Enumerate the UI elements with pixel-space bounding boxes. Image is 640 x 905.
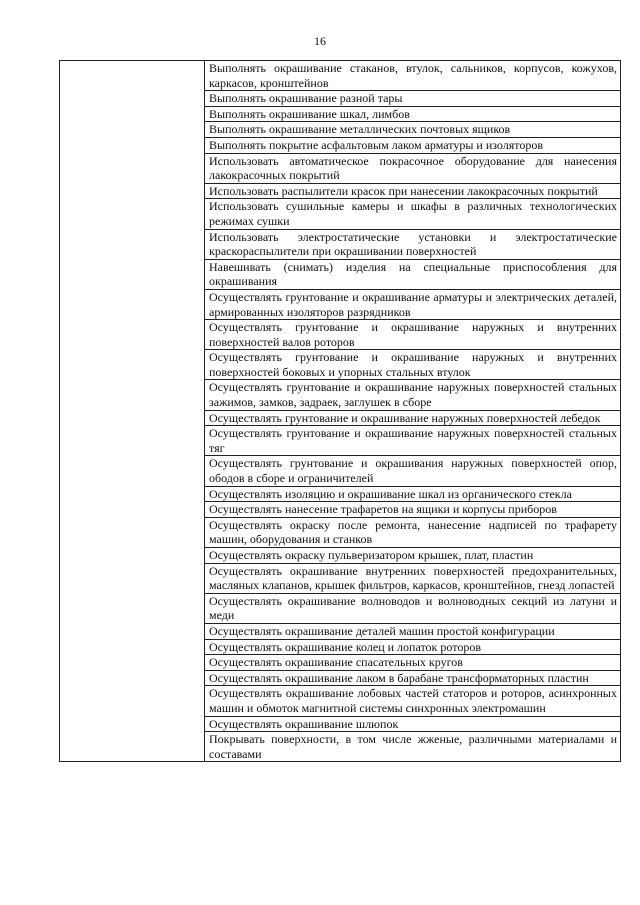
skill-cell [205, 410, 621, 426]
skill-cell [205, 623, 621, 639]
skill-cell [205, 502, 621, 518]
skill-cell [205, 593, 621, 623]
skill-text: Использовать автоматическое покрасочное оборудование для нанесения лакокрасочных покрытий [209, 153, 617, 183]
skill-cell [205, 61, 621, 91]
skill-text: Осуществлять грунтование и окрашивание наружных поверхностей стальных тяг [209, 426, 617, 455]
skill-text: Осуществлять грунтование и окрашивание наружных и внутренних поверхностей боковых и упорных стальных втулок [209, 350, 617, 379]
skill-text: Выполнять окрашивание шкал, лимбов [209, 106, 410, 121]
skill-text: Осуществлять нанесение трафаретов на ящики и корпусы приборов [209, 502, 557, 517]
skills-table [59, 60, 621, 762]
skill-cell [205, 655, 621, 671]
skill-cell [205, 686, 621, 716]
skill-cell [205, 199, 621, 229]
skill-cell [205, 91, 621, 107]
skill-cell [205, 183, 621, 199]
skill-cell [205, 289, 621, 319]
skill-cell [205, 350, 621, 380]
skill-cell [205, 380, 621, 410]
skill-text: Осуществлять окрашивание лобовых частей статоров и роторов, асинхронных машин и обмоток магнитной системы синхронных электромашин [209, 686, 617, 715]
skill-cell [205, 122, 621, 138]
skill-cell [205, 732, 621, 762]
skill-text: Осуществлять окрашивание шлюпок [209, 716, 399, 731]
skill-cell [205, 517, 621, 547]
page-number: 16 [314, 34, 326, 48]
skill-text: Осуществлять грунтование и окрашивания наружных поверхностей опор, ободов в сборе и ограничителей [209, 456, 617, 486]
skill-cell [205, 259, 621, 289]
skill-text: Выполнять окрашивание разной тары [209, 91, 403, 106]
skill-cell [205, 716, 621, 732]
skill-text: Выполнять покрытие асфальтовым лаком арматуры и изоляторов [209, 137, 544, 152]
skill-text: Осуществлять окраску пульверизатором крышек, плат, пластин [209, 548, 534, 562]
skill-text: Осуществлять изоляцию и окрашивание шкал из органического стекла [209, 486, 572, 501]
skill-cell [205, 563, 621, 593]
skill-cell [205, 548, 621, 564]
skill-cell [205, 670, 621, 686]
skill-text: Осуществлять грунтование и окрашивание наружных поверхностей стальных зажимов, замков, задраек, заглушек в сборе [209, 380, 617, 410]
skill-text: Осуществлять окрашивание спасательных кругов [209, 655, 463, 670]
skill-text: Осуществлять окрашивание колец и лопаток роторов [209, 639, 481, 654]
skill-text: Осуществлять окраску после ремонта, нанесение надписей по трафарету машин, оборудования и станков [209, 517, 617, 547]
skills-table-body [60, 61, 621, 762]
skill-text: Осуществлять окрашивание деталей машин простой конфигурации [209, 623, 555, 638]
skill-cell [205, 153, 621, 183]
skill-text: Выполнять окрашивание металлических почтовых ящиков [209, 122, 511, 137]
skill-text: Осуществлять окрашивание внутренних поверхностей предохранительных, масляных клапанов, крышек фильтров, каркасов, кронштейнов, гнезд лопастей [209, 563, 617, 593]
skill-text: Осуществлять окрашивание лаком в барабане трансформаторных пластин [209, 670, 589, 685]
skill-cell [205, 456, 621, 486]
skill-cell [205, 426, 621, 456]
skill-text: Покрывать поверхности, в том числе жженые, различными материалами и составами [209, 732, 617, 761]
skill-text: Осуществлять грунтование и окрашивание наружных и внутренних поверхностей валов роторов [209, 320, 617, 349]
skill-cell [205, 639, 621, 655]
skill-cell [205, 137, 621, 153]
skill-text: Использовать электростатические установки и электростатические краскораспылители при окрашивании поверхностей [209, 229, 617, 259]
skill-text: Выполнять окрашивание стаканов, втулок, сальников, корпусов, кожухов, каркасов, кронштейнов [209, 61, 617, 90]
skill-cell [205, 486, 621, 502]
table-row [60, 61, 621, 91]
skill-cell [205, 320, 621, 350]
skill-text: Осуществлять грунтование и окрашивание арматуры и электрических деталей, армированных изоляторов разрядников [209, 289, 617, 319]
skill-text: Использовать распылители красок при нанесении лакокрасочных покрытий [209, 183, 598, 198]
skill-text: Использовать сушильные камеры и шкафы в различных технологических режимах сушки [209, 199, 617, 228]
skill-text: Осуществлять окрашивание волноводов и волноводных секций из латуни и меди [209, 593, 617, 623]
skill-text: Осуществлять грунтование и окрашивание наружных поверхностей лебедок [209, 410, 601, 425]
skill-text: Навешивать (снимать) изделия на специальные приспособления для окрашивания [209, 259, 617, 289]
empty-left-cell [60, 61, 205, 762]
skill-cell [205, 229, 621, 259]
skill-cell [205, 106, 621, 122]
